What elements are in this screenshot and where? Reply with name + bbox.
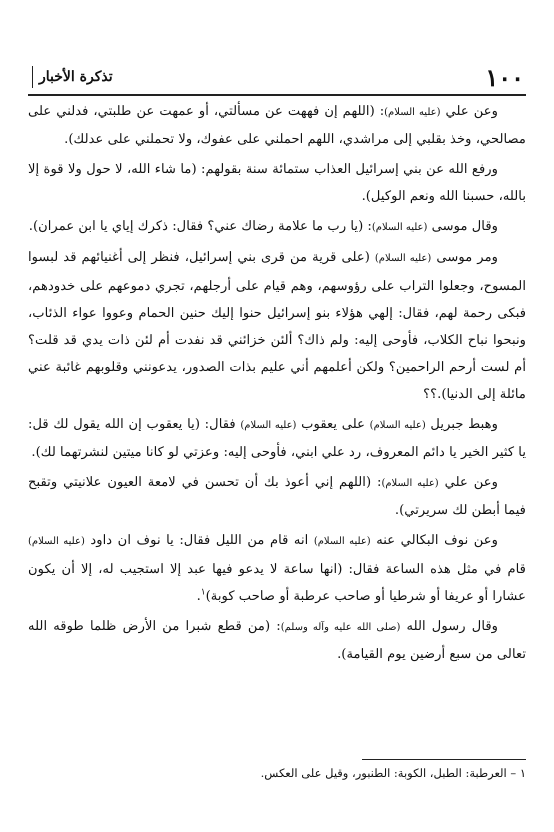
paragraph [28, 469, 526, 524]
paragraph-text: ومر موسى [431, 250, 499, 266]
paragraph-text: . [196, 588, 201, 604]
paragraph [28, 613, 526, 668]
paragraph-text: : (من قطع شبرا من الأرض ظلما طوقه الله تعالى من سبع أرضين يوم القيامة). [28, 618, 526, 662]
paragraph [28, 244, 526, 408]
paragraph-text: : (يا رب ما علامة رضاك عني؟ فقال: ذكرك إياي يا ابن عمران). [28, 219, 372, 235]
paragraph-text: وعن علي [438, 475, 498, 491]
paragraph-text: قام في مثل هذه الساعة فقال: (انها ساعة لا يدعو فيها عبد إلا استجيب له، إلا أن يكون عشارا أو عريفا أو شرطيا أو صاحب عرطبة أو صاحب كوبة) [28, 561, 526, 604]
honorific-note: (عليه السلام) [240, 420, 297, 432]
paragraph-text: انه قام من الليل فقال: يا نوف ان داود [84, 533, 314, 549]
footnote: ١ – العرطبة: الطبل، الكوبة: الطنبور، وقيل على العكس. [260, 766, 526, 780]
paragraph-text: ورفع الله عن بني إسرائيل العذاب ستمائة سنة بقولهم: (ما شاء الله، لا حول ولا قوة إلا بالله، حسبنا الله ونعم الوكيل). [28, 162, 526, 205]
honorific-note: (عليه السلام) [371, 222, 428, 234]
honorific-note: (عليه السلام) [313, 536, 371, 548]
paragraph-text: : (اللهم إن فههت عن مسألتي، أو عمهت عن طلبتي، فدلني على مصالحي، وخذ بقلبي إلى مراشدي، اللهم احملني على عفوك، ولا تحملني على عدلك). [28, 104, 526, 148]
paragraph [28, 527, 526, 609]
body-text [28, 98, 526, 671]
honorific-note: (عليه السلام) [381, 478, 439, 490]
paragraph [28, 98, 526, 153]
honorific-note: (صلى الله عليه وآله وسلم) [280, 621, 401, 633]
paragraph-text: فقال: (يا يعقوب إن الله يقول لك قل: يا كثير الخير يا دائم المعروف، رد علي ابني، فأوحى إليه: وعزتي لو كانا ميتين لنشرتهما لك). [28, 417, 526, 461]
paragraph-text: وعن نوف البكالي عنه [370, 533, 499, 549]
paragraph [28, 156, 526, 210]
paragraph [28, 411, 526, 466]
honorific-note: (عليه السلام) [384, 107, 441, 118]
footnote-reference: ١ [200, 587, 206, 598]
paragraph-text: على يعقوب [296, 417, 370, 433]
paragraph-text: وقال موسى [427, 219, 498, 235]
paragraph-text: (على قرية من قرى بني إسرائيل، فنظر إلى أغنيائهم قد لبسوا المسوح، وجعلوا التراب على رؤوسهم، وهم قيام على أرجلهم، تجري دموعهم على خدودهم، فبكى رحمة لهم، فقال: إلهي هؤلاء بنو إسرائيل حنوا إليك حنين الحمام وعووا عواء الذئاب، ونبحوا نباح الكلاب، فأوحى إليه: ولم ذاك؟ ألئن خزائني قد نفدت أم لئن ذات يدي قد قلت؟ أم لست أرحم الراحمين؟ ولكن أعلمهم أني عليم بذات الصدور، يدعونني وقلوبهم غائبة عني مائلة إلى الدنيا).؟؟ [28, 250, 526, 402]
paragraph-text: : (اللهم إني أعوذ بك أن تحسن في لامعة العيون علانيتي وتقبح فيما أبطن لك سريرتي). [28, 475, 526, 519]
paragraph-text: وقال رسول الله [400, 618, 499, 634]
running-title: تذكرة الأخبار [32, 66, 113, 88]
honorific-note: (عليه السلام) [28, 536, 85, 548]
paragraph [28, 213, 526, 241]
page-number: ١٠٠ [485, 63, 524, 92]
honorific-note: (عليه السلام) [374, 253, 432, 265]
footnote-divider [362, 759, 526, 760]
page-header [28, 60, 526, 96]
honorific-note: (عليه السلام) [369, 420, 426, 432]
paragraph-text: وهبط جبريل [425, 417, 498, 433]
paragraph-text: وعن علي [440, 104, 498, 119]
